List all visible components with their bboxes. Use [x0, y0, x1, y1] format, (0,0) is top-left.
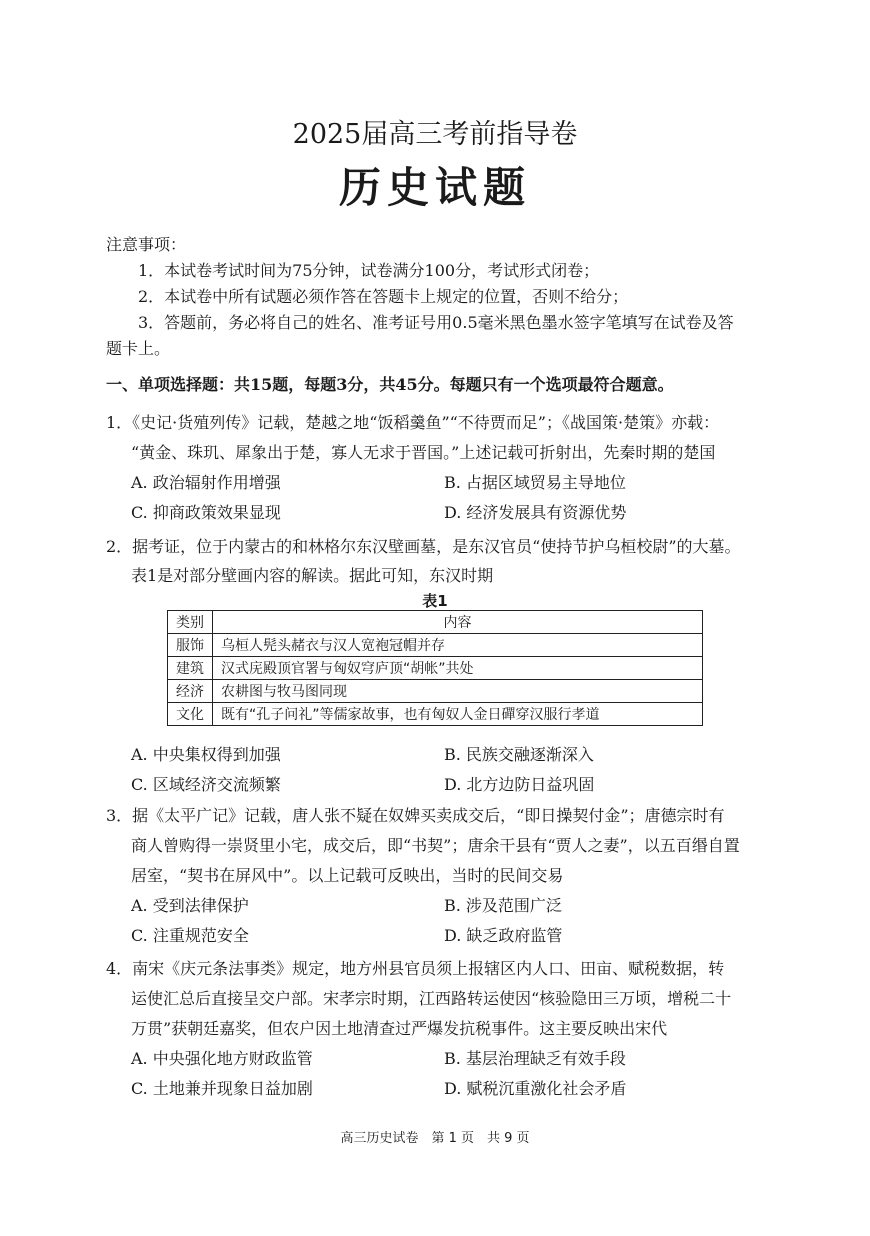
- question-3-option-c: C. 注重规范安全: [131, 926, 249, 945]
- question-2-option-a: A. 中央集权得到加强: [131, 745, 281, 764]
- question-3-line: 3．据《太平广记》记载，唐人张不疑在奴婢买卖成交后，“即日操契付金”；唐德宗时有: [106, 806, 725, 825]
- question-2-option-c: C. 区域经济交流频繁: [131, 775, 281, 794]
- table-cell: 建筑: [168, 657, 213, 680]
- question-3-option-d: D. 缺乏政府监管: [444, 926, 563, 945]
- question-1-option-c: C. 抑商政策效果显现: [131, 503, 281, 522]
- question-3-option-a: A. 受到法律保护: [131, 896, 249, 915]
- table-header-cell: 类别: [168, 611, 213, 634]
- notice-item: 3．答题前，务必将自己的姓名、准考证号用0.5毫米黑色墨水签字笔填写在试卷及答: [138, 313, 734, 332]
- question-4-option-d: D. 赋税沉重激化社会矛盾: [444, 1079, 627, 1098]
- exam-subtitle: 2025届高三考前指导卷: [292, 119, 578, 150]
- table-header-row: [168, 611, 703, 634]
- question-2-option-d: D. 北方边防日益巩固: [444, 775, 595, 794]
- question-2-option-b: B. 民族交融逐渐深入: [444, 745, 594, 764]
- question-3-line: 居室，“契书在屏风中”。以上记载可反映出，当时的民间交易: [131, 866, 564, 885]
- question-1-option-b: B. 占据区域贸易主导地位: [444, 473, 626, 492]
- question-1-line: “黄金、珠玑、犀象出于楚，寡人无求于晋国。”上述记载可折射出，先秦时期的楚国: [131, 443, 716, 462]
- table-cell: 文化: [168, 703, 213, 726]
- table-row: [168, 680, 703, 703]
- table-cell: 服饰: [168, 634, 213, 657]
- table-cell: 既有“孔子问礼”等儒家故事，也有匈奴人金日磾穿汉服行孝道: [213, 703, 703, 726]
- question-1-option-d: D. 经济发展具有资源优势: [444, 503, 627, 522]
- table-row: [168, 657, 703, 680]
- table-row: [168, 703, 703, 726]
- notice-item: 题卡上。: [106, 339, 171, 358]
- question-4-option-c: C. 土地兼并现象日益加剧: [131, 1079, 313, 1098]
- exam-title: 历史试题: [338, 163, 531, 212]
- question-2-line: 表1是对部分壁画内容的解读。据此可知，东汉时期: [131, 566, 494, 585]
- table-cell: 经济: [168, 680, 213, 703]
- table-1-caption: 表1: [422, 592, 448, 610]
- question-3-line: 商人曾购得一崇贤里小宅，成交后，即“书契”；唐余干县有“贾人之妻”，以五百缗自置: [131, 836, 740, 855]
- question-4-option-b: B. 基层治理缺乏有效手段: [444, 1049, 626, 1068]
- notice-item: 1．本试卷考试时间为75分钟，试卷满分100分，考试形式闭卷；: [138, 261, 600, 280]
- question-4-line: 运使汇总后直接呈交户部。宋孝宗时期，江西路转运使因“核验隐田三万顷，增税二十: [131, 989, 732, 1008]
- question-1-line: 1．《史记·货殖列传》记载，楚越之地“饭稻羹鱼”“不待贾而足”；《战国策·楚策》亦载：: [106, 413, 720, 432]
- question-4-option-a: A. 中央强化地方财政监管: [131, 1049, 313, 1068]
- section-heading: 一、单项选择题：共15题，每题3分，共45分。每题只有一个选项最符合题意。: [106, 375, 674, 394]
- table-row: [168, 634, 703, 657]
- question-4-line: 4．南宋《庆元条法事类》规定，地方州县官员须上报辖区内人口、田亩、赋税数据，转: [106, 959, 725, 978]
- notice-heading: 注意事项：: [106, 235, 187, 254]
- question-2-line: 2．据考证，位于内蒙古的和林格尔东汉壁画墓，是东汉官员“使持节护乌桓校尉”的大墓。: [106, 537, 741, 556]
- table-cell: 农耕图与牧马图同现: [213, 680, 703, 703]
- table-cell: 乌桓人髡头赭衣与汉人宽袍冠帽并存: [213, 634, 703, 657]
- question-3-option-b: B. 涉及范围广泛: [444, 896, 562, 915]
- question-4-line: 万贯”获朝廷嘉奖，但农户因土地清查过严爆发抗税事件。这主要反映出宋代: [131, 1019, 668, 1038]
- table-1: [167, 610, 703, 726]
- question-1-option-a: A. 政治辐射作用增强: [131, 473, 281, 492]
- table-header-cell: 内容: [213, 611, 703, 634]
- page-footer: 高三历史试卷 第 1 页 共 9 页: [340, 1131, 530, 1146]
- notice-item: 2．本试卷中所有试题必须作答在答题卡上规定的位置，否则不给分；: [138, 287, 629, 306]
- table-cell: 汉式庑殿顶官署与匈奴穹庐顶“胡帐”共处: [213, 657, 703, 680]
